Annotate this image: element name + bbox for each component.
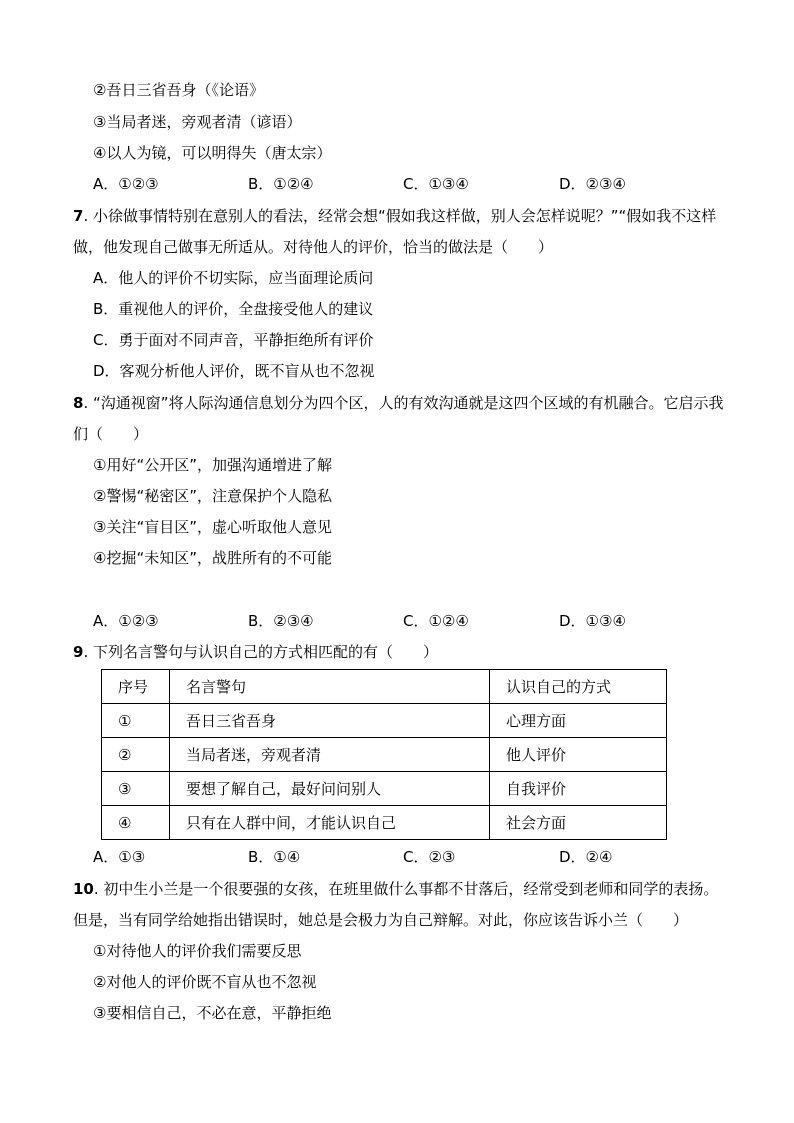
table-cell: 他人评价 — [490, 738, 667, 772]
q6-option-c: C．①③④ — [403, 175, 469, 193]
q7-stem-line2: 做，他发现自己做事无所适从。对待他人的评价，恰当的做法是（ ） — [73, 238, 554, 256]
q9-option-d: D．②④ — [559, 848, 613, 866]
q7-number: 7 — [73, 207, 84, 225]
q8-number: 8 — [73, 394, 84, 412]
q6-item-3: ③当局者迷，旁观者清（谚语） — [93, 113, 302, 131]
q8-options — [93, 611, 693, 631]
table-cell: 吾日三省吾身 — [170, 704, 490, 738]
table-cell: 当局者迷，旁观者清 — [170, 738, 490, 772]
q6-item-2: ②吾日三省吾身（《论语》 — [93, 81, 264, 99]
table-cell: ③ — [102, 772, 170, 806]
q10-item-1: ①对待他人的评价我们需要反思 — [93, 942, 302, 960]
table-cell: 自我评价 — [490, 772, 667, 806]
q9-options — [93, 847, 693, 867]
q7-option-d: D．客观分析他人评价，既不盲从也不忽视 — [93, 362, 375, 380]
table-cell: 只有在人群中间，才能认识自己 — [170, 806, 490, 840]
table-header-cell: 序号 — [102, 670, 170, 704]
q7-option-a: A．他人的评价不切实际，应当面理论质问 — [93, 269, 374, 287]
q6-option-d: D．②③④ — [559, 175, 626, 193]
q6-item-4: ④以人为镜，可以明得失（唐太宗） — [93, 144, 332, 162]
q8-option-a: A．①②③ — [93, 612, 159, 630]
table-row — [102, 704, 667, 738]
q9-number: 9 — [73, 643, 84, 661]
q7-option-c: C．勇于面对不同声音，平静拒绝所有评价 — [93, 331, 374, 349]
table-cell: ② — [102, 738, 170, 772]
q9-option-b: B．①④ — [248, 848, 301, 866]
q10-item-3: ③要相信自己，不必在意，平静拒绝 — [93, 1004, 332, 1022]
table-cell: ④ — [102, 806, 170, 840]
q9-table — [101, 669, 667, 840]
q10-stem-line1: 10. 初中生小兰是一个很要强的女孩，在班里做什么事都不甘落后，经常受到老师和同学的表扬。 — [73, 880, 719, 898]
q10-stem-line2: 但是，当有同学给她指出错误时，她总是会极力为自己辩解。对此，你应该告诉小兰（ ） — [73, 911, 689, 929]
q8-option-b: B．②③④ — [248, 612, 314, 630]
table-header-cell: 名言警句 — [170, 670, 490, 704]
q8-item-4: ④挖掘“未知区”，战胜所有的不可能 — [93, 549, 332, 567]
q8-option-d: D．①③④ — [559, 612, 626, 630]
q6-option-a: A．①②③ — [93, 175, 159, 193]
q9-stem: 9. 下列名言警句与认识自己的方式相匹配的有（ ） — [73, 643, 438, 661]
q9-option-a: A．①③ — [93, 848, 146, 866]
q8-item-2: ②警惕“秘密区”，注意保护个人隐私 — [93, 487, 332, 505]
q8-stem-line1: 8. “沟通视窗”将人际沟通信息划分为四个区，人的有效沟通就是这四个区域的有机融合。它启示我 — [73, 394, 724, 412]
q8-stem-line2: 们（ ） — [73, 425, 149, 443]
q8-option-c: C．①②④ — [403, 612, 469, 630]
table-cell: ① — [102, 704, 170, 738]
table-row — [102, 772, 667, 806]
q7-option-b: B．重视他人的评价，全盘接受他人的建议 — [93, 300, 374, 318]
q8-item-3: ③关注“盲目区”，虚心听取他人意见 — [93, 518, 332, 536]
table-cell: 要想了解自己，最好问问别人 — [170, 772, 490, 806]
table-cell: 社会方面 — [490, 806, 667, 840]
q6-option-b: B．①②④ — [248, 175, 314, 193]
table-header-cell: 认识自己的方式 — [490, 670, 667, 704]
q9-option-c: C．②③ — [403, 848, 456, 866]
q10-item-2: ②对他人的评价既不盲从也不忽视 — [93, 973, 317, 991]
q10-number: 10 — [73, 880, 94, 898]
table-cell: 心理方面 — [490, 704, 667, 738]
q7-stem-line1: 7. 小徐做事情特别在意别人的看法，经常会想“假如我这样做，别人会怎样说呢？”“假如我不这样 — [73, 207, 717, 225]
table-header-row — [102, 670, 667, 704]
table-row — [102, 806, 667, 840]
q8-item-1: ①用好“公开区”，加强沟通增进了解 — [93, 456, 332, 474]
q6-options — [93, 174, 693, 194]
table-row — [102, 738, 667, 772]
